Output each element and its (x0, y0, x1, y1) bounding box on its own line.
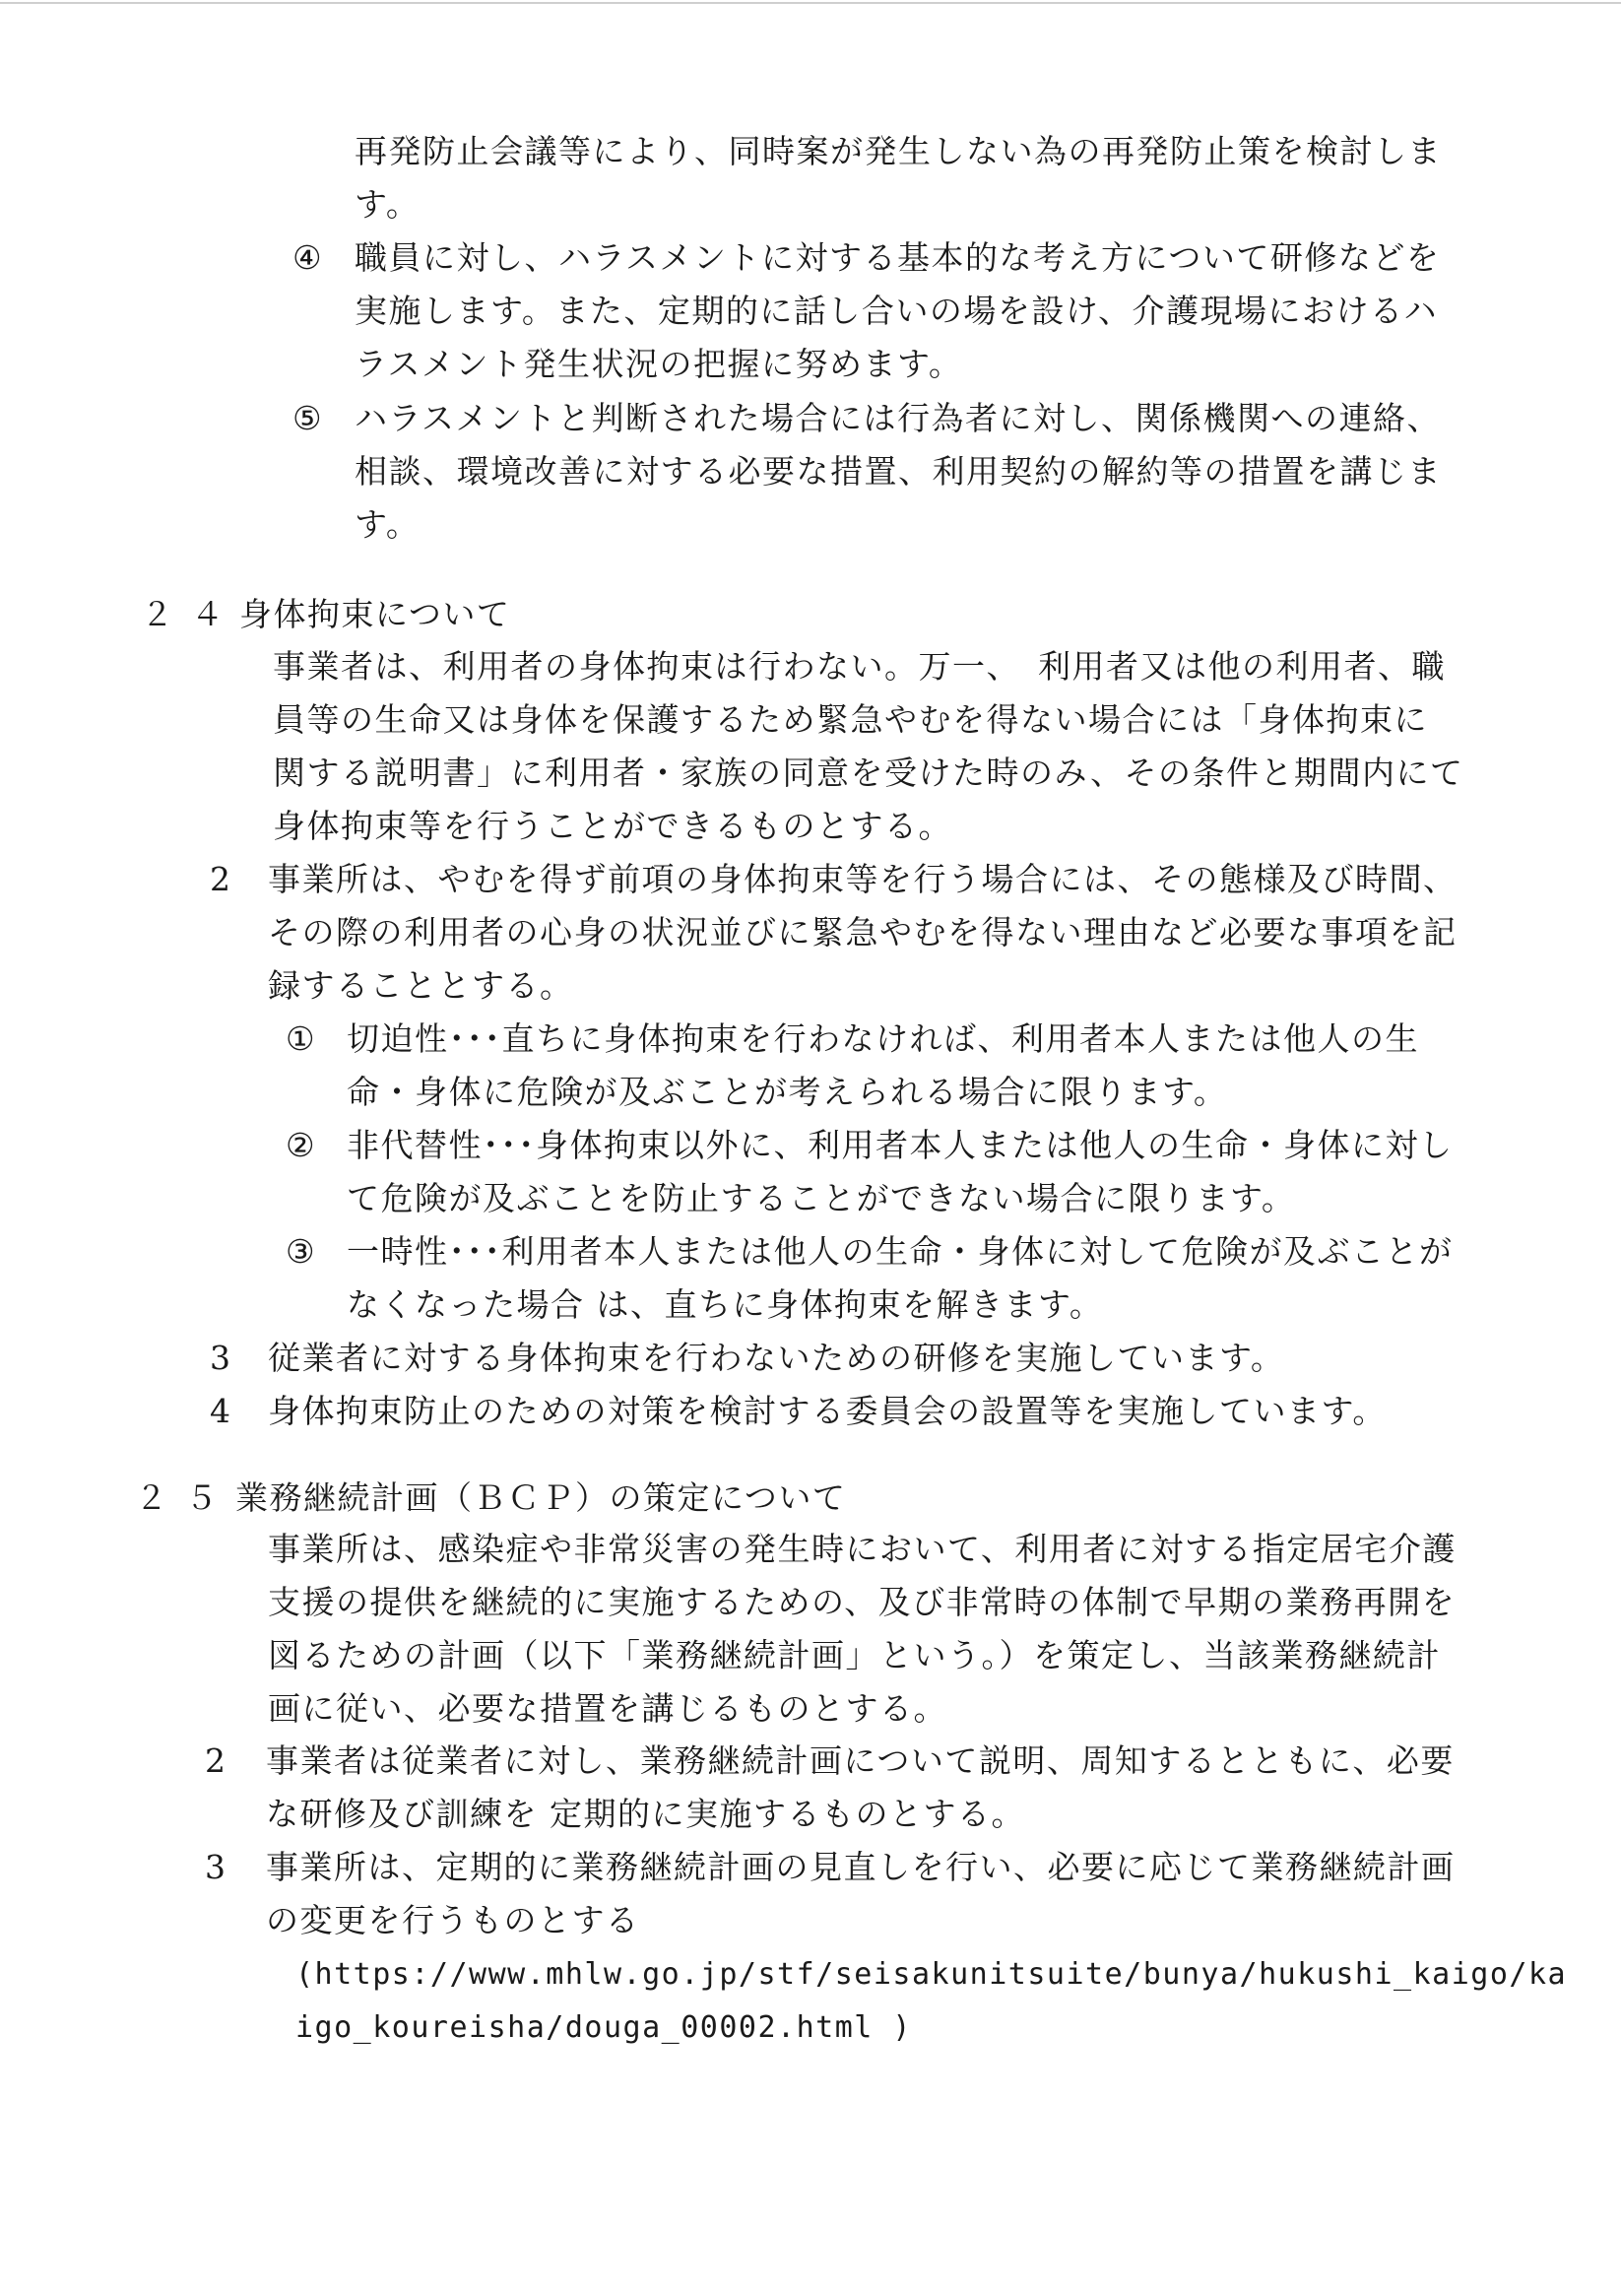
text-line: 事業所は、感染症や非常災害の発生時において、利用者に対する指定居宅介護 (268, 1530, 1457, 1568)
text-line: 画に従い、必要な措置を講じるものとする。 (268, 1689, 947, 1728)
paragraph-number: 3 (210, 1339, 230, 1377)
text-line: その際の利用者の心身の状況並びに緊急やむを得ない理由など必要な事項を記 (268, 913, 1458, 951)
section-25-heading (135, 1472, 846, 1525)
item-marker: ④ (292, 238, 322, 277)
text-line: 再発防止会議等により、同時案が発生しない為の再発防止策を検討しま (355, 132, 1442, 170)
text-line: 事業所は、やむを得ず前項の身体拘束等を行う場合には、その態様及び時間、 (268, 860, 1458, 898)
item-marker: ② (286, 1126, 315, 1164)
text-line: 図るための計画（以下「業務継続計画」という。）を策定し、当該業務継続計 (268, 1636, 1441, 1674)
text-line: 録することとする。 (268, 966, 574, 1005)
section-25-intro (268, 1523, 1457, 1736)
continued-paragraph (355, 125, 1442, 231)
section-24-intro (273, 640, 1463, 853)
text-line: ハラスメントと判断された場合には行為者に対し、関係機関への連絡、 (355, 399, 1442, 437)
section-24-paragraph-2 (268, 853, 1458, 1013)
paragraph-number: 3 (205, 1848, 226, 1886)
text-line: 実施します。また、定期的に話し合いの場を設け、介護現場におけるハ (355, 292, 1439, 330)
restraint-subitem-1 (347, 1013, 1419, 1119)
text-line: 切迫性･･･直ちに身体拘束を行わなければ、利用者本人または他人の生 (347, 1019, 1419, 1058)
text-line: 身体拘束防止のための対策を検討する委員会の設置等を実施しています。 (268, 1392, 1387, 1430)
text-line: ラスメント発生状況の把握に努めます。 (355, 345, 963, 383)
text-line: て危険が及ぶことを防止することができない場合に限ります。 (347, 1179, 1296, 1217)
restraint-subitem-3 (347, 1225, 1454, 1332)
text-line: す。 (355, 185, 421, 224)
text-line: 身体拘束等を行うことができるものとする。 (273, 807, 952, 845)
text-line: 非代替性･･･身体拘束以外に、利用者本人または他人の生命・身体に対し (347, 1126, 1454, 1164)
item-marker: ⑤ (292, 399, 322, 437)
section-title: 業務継続計画（ＢＣＰ）の策定について (235, 1478, 847, 1517)
paragraph-number: 2 (210, 860, 230, 898)
text-line: 相談、環境改善に対する必要な措置、利用契約の解約等の措置を講じま (355, 452, 1442, 491)
item-marker: ① (286, 1019, 315, 1058)
text-line: なくなった場合 は、直ちに身体拘束を解きます。 (347, 1285, 1104, 1324)
text-line: 一時性･･･利用者本人または他人の生命・身体に対して危険が及ぶことが (347, 1232, 1454, 1271)
text-line: す。 (355, 505, 421, 544)
restraint-subitem-2 (347, 1119, 1454, 1225)
text-line: 関する説明書」に利用者・家族の同意を受けた時のみ、その条件と期間内にて (273, 754, 1464, 792)
item-marker: ③ (286, 1232, 315, 1271)
text-line: な研修及び訓練を 定期的に実施するものとする。 (266, 1795, 1025, 1833)
section-number: ２５ (135, 1478, 235, 1517)
reference-url[interactable] (295, 1948, 1567, 2055)
paragraph-number: 4 (210, 1392, 230, 1430)
section-24-heading (141, 588, 510, 641)
text-line: 事業者は従業者に対し、業務継続計画について説明、周知するとともに、必要 (266, 1741, 1455, 1780)
section-24-paragraph-4 (268, 1385, 1387, 1438)
section-number: ２４ (141, 595, 241, 633)
paragraph-number: 2 (205, 1741, 226, 1780)
url-line: (https://www.mhlw.go.jp/stf/seisakunitsuite/bunya/hukushi_kaigo/ka (295, 1957, 1568, 1992)
text-line: 員等の生命又は身体を保護するため緊急やむを得ない場合には「身体拘束に (273, 700, 1428, 739)
url-line: igo_koureisha/douga_00002.html ) (295, 2010, 912, 2045)
text-line: 命・身体に危険が及ぶことが考えられる場合に限ります。 (347, 1073, 1228, 1111)
text-line: 支援の提供を継続的に実施するための、及び非常時の体制で早期の業務再開を (268, 1583, 1457, 1621)
text-line: の変更を行うものとする (266, 1901, 640, 1939)
text-line: 従業者に対する身体拘束を行わないための研修を実施しています。 (268, 1339, 1285, 1377)
text-line: 職員に対し、ハラスメントに対する基本的な考え方について研修などを (355, 238, 1441, 277)
section-title: 身体拘束について (239, 595, 511, 633)
text-line: 事業所は、定期的に業務継続計画の見直しを行い、必要に応じて業務継続計画 (266, 1848, 1456, 1886)
text-line: 事業者は、利用者の身体拘束は行わない。万一、 利用者又は他の利用者、職 (273, 647, 1446, 686)
harassment-item-4 (355, 231, 1440, 391)
harassment-item-5 (355, 392, 1442, 552)
section-25-paragraph-2 (266, 1735, 1455, 1841)
section-25-paragraph-3 (266, 1841, 1456, 1947)
section-24-paragraph-3 (268, 1332, 1284, 1385)
